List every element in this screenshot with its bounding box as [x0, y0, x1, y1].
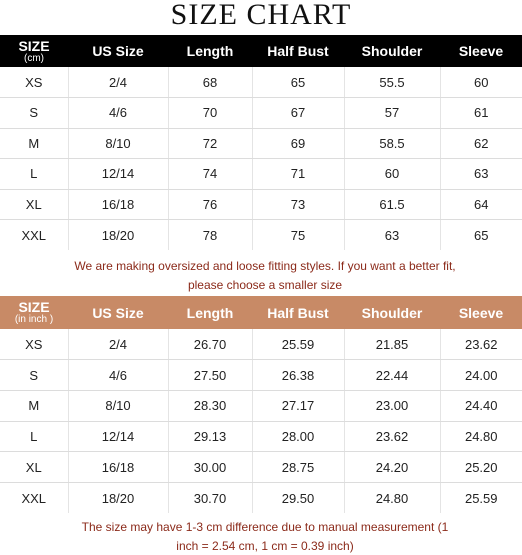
- cell-sleeve: 64: [440, 189, 522, 220]
- cell-size: S: [0, 98, 68, 129]
- table-row: [0, 421, 522, 452]
- cell-sleeve: 23.62: [440, 329, 522, 360]
- cell-length: 68: [168, 67, 252, 98]
- cell-sleeve: 61: [440, 98, 522, 129]
- size-header-label: SIZE: [18, 299, 50, 315]
- cell-length: 27.50: [168, 360, 252, 391]
- measurement-tolerance-note: [40, 518, 490, 555]
- cell-us-size: 12/14: [68, 159, 168, 190]
- cell-size: XS: [0, 329, 68, 360]
- table-header-row: [0, 296, 522, 329]
- note-line: We are making oversized and loose fitting styles. If you want a better fit,: [74, 259, 456, 273]
- cell-us-size: 18/20: [68, 220, 168, 251]
- table-row: [0, 67, 522, 98]
- cell-sleeve: 62: [440, 128, 522, 159]
- table-row: [0, 128, 522, 159]
- cell-sleeve: 65: [474, 227, 489, 243]
- cell-size: L: [0, 421, 68, 452]
- table-header-row: [0, 35, 522, 67]
- cell-us-size: 4/6: [68, 98, 168, 129]
- cell-sleeve: 25.59: [464, 490, 498, 506]
- cell-half-bust: 28.75: [252, 452, 344, 483]
- cell-length: 70: [168, 98, 252, 129]
- cell-sleeve: 25.20: [440, 452, 522, 483]
- column-header-sleeve: Sleeve: [458, 43, 504, 59]
- column-header-length: Length: [186, 43, 234, 59]
- size-chart-inch-table: [0, 296, 522, 513]
- size-column-header: [0, 35, 68, 67]
- cell-size: XXL: [0, 482, 68, 513]
- cell-shoulder: 57: [344, 98, 440, 129]
- cell-shoulder: 23.62: [344, 421, 440, 452]
- cell-length: 76: [168, 189, 252, 220]
- cell-length: 29.13: [168, 421, 252, 452]
- column-header-shoulder: Shoulder: [361, 43, 423, 59]
- column-header-half-bust: Half Bust: [267, 304, 329, 321]
- table-row: [0, 452, 522, 483]
- column-header-half-bust: Half Bust: [267, 43, 329, 59]
- cell-size: XXL: [0, 220, 68, 251]
- cell-shoulder: 63: [344, 220, 440, 251]
- cell-sleeve: 63: [440, 159, 522, 190]
- table-row: [0, 98, 522, 129]
- table-row: [0, 329, 522, 360]
- column-header-length: Length: [186, 304, 234, 321]
- table-row: [0, 220, 522, 251]
- cell-us-size: 2/4: [68, 67, 168, 98]
- size-unit-label: (cm): [24, 52, 44, 64]
- note-line: The size may have 1-3 cm difference due to manual measurement (1: [81, 520, 449, 534]
- cell-length: 30.00: [168, 452, 252, 483]
- cell-half-bust: 27.17: [252, 390, 344, 421]
- size-column-header: [0, 296, 68, 329]
- cell-length: 78: [168, 220, 252, 251]
- cell-us-size: 16/18: [68, 189, 168, 220]
- cell-half-bust: 65: [252, 67, 344, 98]
- cell-sleeve: 24.40: [440, 390, 522, 421]
- cell-length: 74: [168, 159, 252, 190]
- cell-length: 72: [168, 128, 252, 159]
- cell-us-size: 8/10: [68, 128, 168, 159]
- note-line: inch = 2.54 cm, 1 cm = 0.39 inch): [176, 539, 354, 553]
- size-unit-label: (in inch ): [14, 314, 54, 325]
- table-row: [0, 189, 522, 220]
- column-header-sleeve: Sleeve: [458, 304, 504, 321]
- cell-size: M: [0, 390, 68, 421]
- size-chart-cm-table: [0, 35, 522, 250]
- cell-size: XL: [0, 452, 68, 483]
- cell-half-bust: 75: [252, 220, 344, 251]
- cell-half-bust: 67: [252, 98, 344, 129]
- table-row: [0, 360, 522, 391]
- cell-half-bust: 69: [252, 128, 344, 159]
- cell-size: S: [0, 360, 68, 391]
- cell-us-size: 4/6: [68, 360, 168, 391]
- cell-half-bust: 71: [252, 159, 344, 190]
- cell-half-bust: 28.00: [252, 421, 344, 452]
- cell-shoulder: 21.85: [344, 329, 440, 360]
- cell-us-size: 2/4: [68, 329, 168, 360]
- column-header-us-size: US Size: [92, 304, 144, 321]
- cell-us-size: 18/20: [68, 482, 168, 513]
- cell-shoulder: 22.44: [344, 360, 440, 391]
- cell-length: 28.30: [168, 390, 252, 421]
- cell-shoulder: 61.5: [344, 189, 440, 220]
- cell-half-bust: 25.59: [252, 329, 344, 360]
- cell-shoulder: 55.5: [344, 67, 440, 98]
- cell-shoulder: 58.5: [344, 128, 440, 159]
- cell-us-size: 8/10: [68, 390, 168, 421]
- table-row: [0, 482, 522, 513]
- table-row: [0, 390, 522, 421]
- cell-size: XS: [0, 67, 68, 98]
- cell-half-bust: 73: [252, 189, 344, 220]
- cell-half-bust: 26.38: [252, 360, 344, 391]
- note-line: please choose a smaller size: [187, 278, 343, 292]
- cell-size: L: [0, 159, 68, 190]
- fit-advice-note: [40, 257, 490, 295]
- cell-length: 26.70: [168, 329, 252, 360]
- size-header-label: SIZE: [18, 37, 50, 54]
- cell-sleeve: 24.80: [440, 421, 522, 452]
- cell-half-bust: 29.50: [252, 482, 344, 513]
- cell-sleeve: 60: [440, 67, 522, 98]
- column-header-us-size: US Size: [92, 43, 144, 59]
- column-header-shoulder: Shoulder: [361, 304, 423, 321]
- page-title: SIZE CHART: [170, 0, 352, 31]
- cell-sleeve: 24.00: [440, 360, 522, 391]
- cell-length: 30.70: [168, 482, 252, 513]
- cell-size: XL: [0, 189, 68, 220]
- cell-size: M: [0, 128, 68, 159]
- cell-shoulder: 60: [344, 159, 440, 190]
- cell-shoulder: 24.20: [344, 452, 440, 483]
- cell-us-size: 16/18: [68, 452, 168, 483]
- cell-shoulder: 24.80: [344, 482, 440, 513]
- table-row: [0, 159, 522, 190]
- cell-shoulder: 23.00: [344, 390, 440, 421]
- cell-us-size: 12/14: [68, 421, 168, 452]
